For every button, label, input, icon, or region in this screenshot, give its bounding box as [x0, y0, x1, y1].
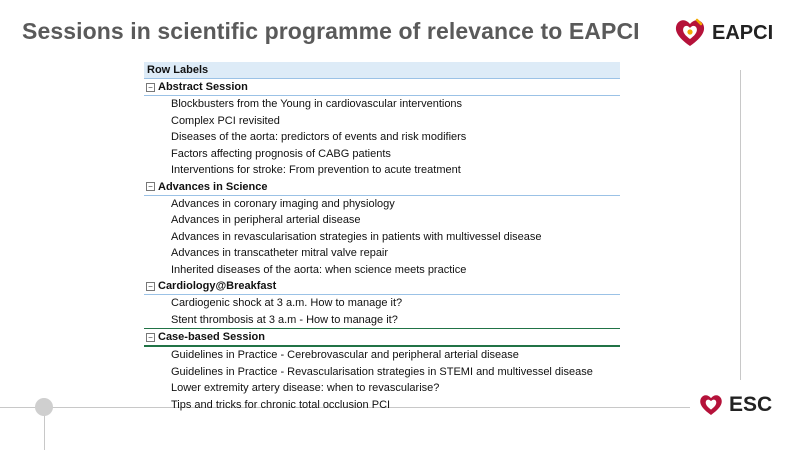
pivot-item-row[interactable]: Diseases of the aorta: predictors of events and risk modifiers: [171, 131, 467, 143]
group-label: Advances in Science: [158, 180, 268, 193]
pivot-item-row[interactable]: Inherited diseases of the aorta: when science meets practice: [171, 263, 467, 276]
group-label: Abstract Session: [158, 81, 248, 93]
pivot-item-row[interactable]: Interventions for stroke: From prevention to acute treatment: [171, 164, 461, 176]
pivot-item-row[interactable]: Advances in transcatheter mitral valve repair: [171, 247, 389, 259]
pivot-header[interactable]: Row Labels: [144, 62, 620, 79]
collapse-icon[interactable]: −: [146, 282, 155, 291]
pivot-group-row[interactable]: [144, 278, 620, 295]
pivot-item-row[interactable]: Tips and tricks for chronic total occlusion PCI: [171, 398, 391, 411]
pivot-item-row[interactable]: Lower extremity artery disease: when to revascularise?: [171, 382, 440, 394]
pivot-item-row[interactable]: Blockbusters from the Young in cardiovascular interventions: [171, 98, 463, 110]
divider-vertical: [740, 70, 741, 380]
esc-logo-text: ESC: [729, 393, 773, 416]
decorative-circle: [35, 398, 53, 416]
pivot-item-row[interactable]: Complex PCI revisited: [171, 114, 280, 127]
eapci-logo-text: EAPCI: [712, 21, 774, 44]
collapse-icon[interactable]: −: [146, 182, 155, 191]
pivot-item-row[interactable]: Advances in coronary imaging and physiology: [171, 197, 395, 210]
pivot-item-row[interactable]: Advances in peripheral arterial disease: [171, 214, 361, 226]
pivot-item-row[interactable]: Cardiogenic shock at 3 a.m. How to manage it?: [171, 297, 403, 309]
pivot-item-row[interactable]: Guidelines in Practice - Cerebrovascular and peripheral arterial disease: [171, 349, 519, 361]
collapse-icon[interactable]: −: [146, 333, 155, 342]
pivot-group-row[interactable]: [144, 79, 620, 96]
pivot-group-row[interactable]: [144, 179, 620, 196]
esc-logo: [698, 392, 772, 418]
group-label: Cardiology@Breakfast: [158, 280, 277, 292]
heart-icon: [673, 18, 707, 48]
pivot-item-row[interactable]: Guidelines in Practice - Revascularisation strategies in STEMI and multivessel disease: [171, 365, 593, 378]
pivot-item-row[interactable]: Stent thrombosis at 3 a.m - How to manage it?: [171, 313, 398, 326]
collapse-icon[interactable]: −: [146, 83, 155, 92]
pivot-table: [144, 62, 620, 413]
pivot-group-row-selected[interactable]: [144, 328, 620, 347]
eapci-logo: [673, 18, 773, 48]
group-label: Case-based Session: [158, 331, 265, 343]
heart-icon: [698, 392, 724, 418]
pivot-item-row[interactable]: Advances in revascularisation strategies in patients with multivessel disease: [171, 230, 542, 243]
pivot-item-row[interactable]: Factors affecting prognosis of CABG patients: [171, 147, 391, 160]
slide-title: Sessions in scientific programme of relevance to EAPCI: [22, 18, 640, 44]
